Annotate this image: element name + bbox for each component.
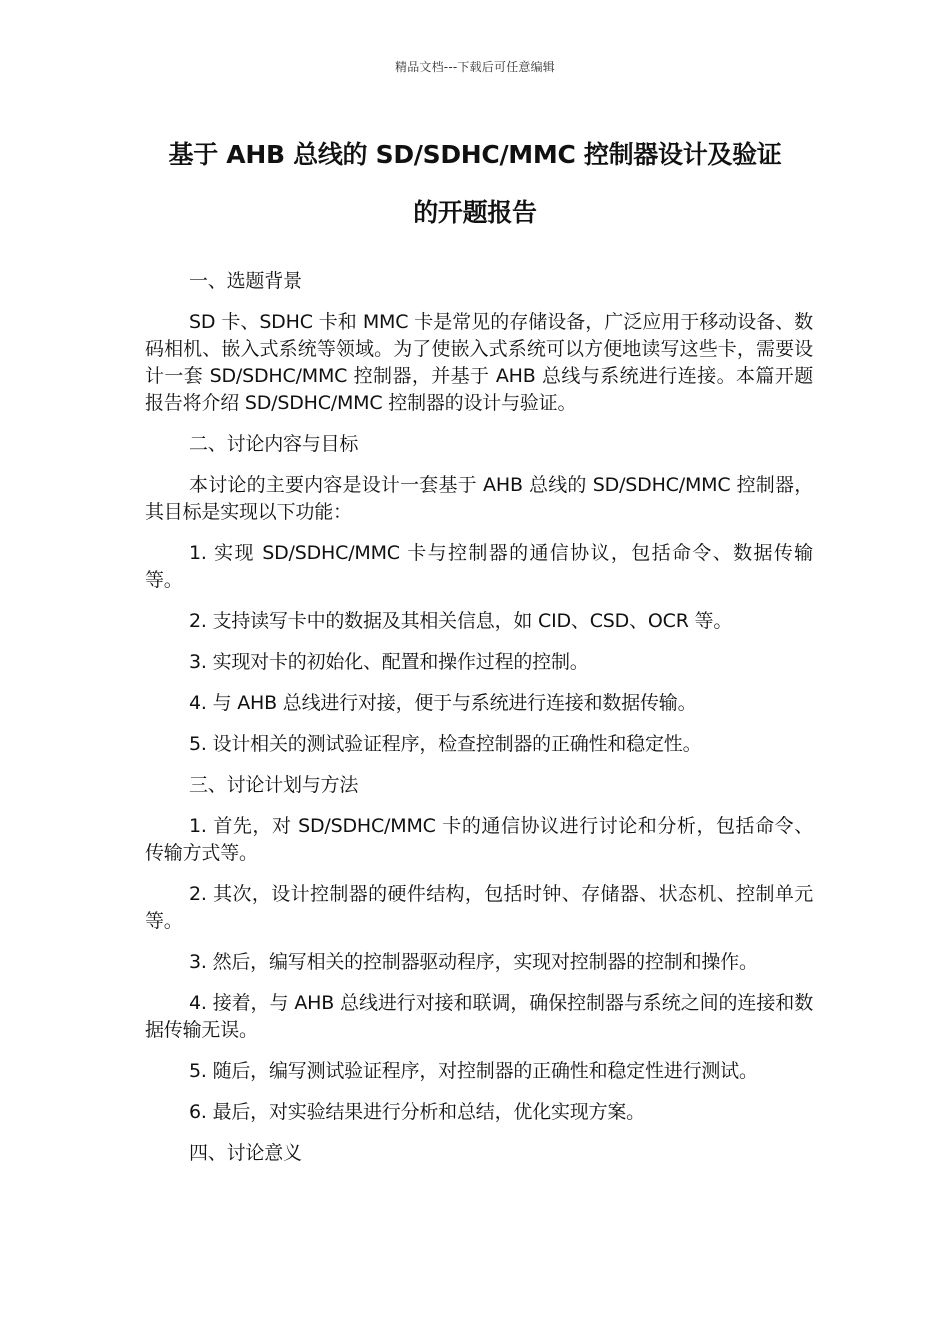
section-heading-background: 一、选题背景 (189, 270, 302, 292)
plan-item-4: 4. 接着，与 AHB 总线进行对接和联调，确保控制器与系统之间的连接和数据传输无误。 (145, 992, 813, 1041)
paragraph-background: SD 卡、SDHC 卡和 MMC 卡是常见的存储设备，广泛应用于移动设备、数码相机、嵌入式系统等领域。为了使嵌入式系统可以方便地读写这些卡，需要设计一套 SD/SDHC/MMC 控制器，并基于 AHB 总线与系统进行连接。本篇开题报告将介绍 SD/SDHC/MMC 控制器的设计与验证。 (145, 311, 813, 414)
goal-item-2: 2. 支持读写卡中的数据及其相关信息，如 CID、CSD、OCR 等。 (189, 610, 733, 632)
goal-item-5: 5. 设计相关的测试验证程序，检查控制器的正确性和稳定性。 (189, 733, 702, 755)
plan-item-3: 3. 然后，编写相关的控制器驱动程序，实现对控制器的控制和操作。 (189, 951, 758, 973)
plan-item-2: 2. 其次，设计控制器的硬件结构，包括时钟、存储器、状态机、控制单元等。 (145, 883, 813, 932)
goal-item-4: 4. 与 AHB 总线进行对接，便于与系统进行连接和数据传输。 (189, 692, 697, 714)
document-title-line-1: 基于 AHB 总线的 SD/SDHC/MMC 控制器设计及验证 (168, 140, 782, 169)
goal-item-1: 1. 实现 SD/SDHC/MMC 卡与控制器的通信协议，包括命令、数据传输等。 (145, 542, 813, 591)
document-title-line-2: 的开题报告 (413, 198, 537, 227)
section-heading-significance: 四、讨论意义 (189, 1142, 302, 1164)
goal-item-3: 3. 实现对卡的初始化、配置和操作过程的控制。 (189, 651, 589, 673)
plan-item-6: 6. 最后，对实验结果进行分析和总结，优化实现方案。 (189, 1101, 645, 1123)
plan-item-1: 1. 首先，对 SD/SDHC/MMC 卡的通信协议进行讨论和分析，包括命令、传输方式等。 (145, 815, 813, 864)
section-heading-content-goals: 二、讨论内容与目标 (189, 433, 359, 455)
section-heading-plan-methods: 三、讨论计划与方法 (189, 774, 359, 796)
document-body (145, 268, 813, 1181)
paragraph-content-intro: 本讨论的主要内容是设计一套基于 AHB 总线的 SD/SDHC/MMC 控制器，其目标是实现以下功能： (145, 474, 813, 523)
document-title (135, 126, 815, 242)
header-note: 精品文档---下载后可任意编辑 (395, 60, 555, 74)
plan-item-5: 5. 随后，编写测试验证程序，对控制器的正确性和稳定性进行测试。 (189, 1060, 758, 1082)
